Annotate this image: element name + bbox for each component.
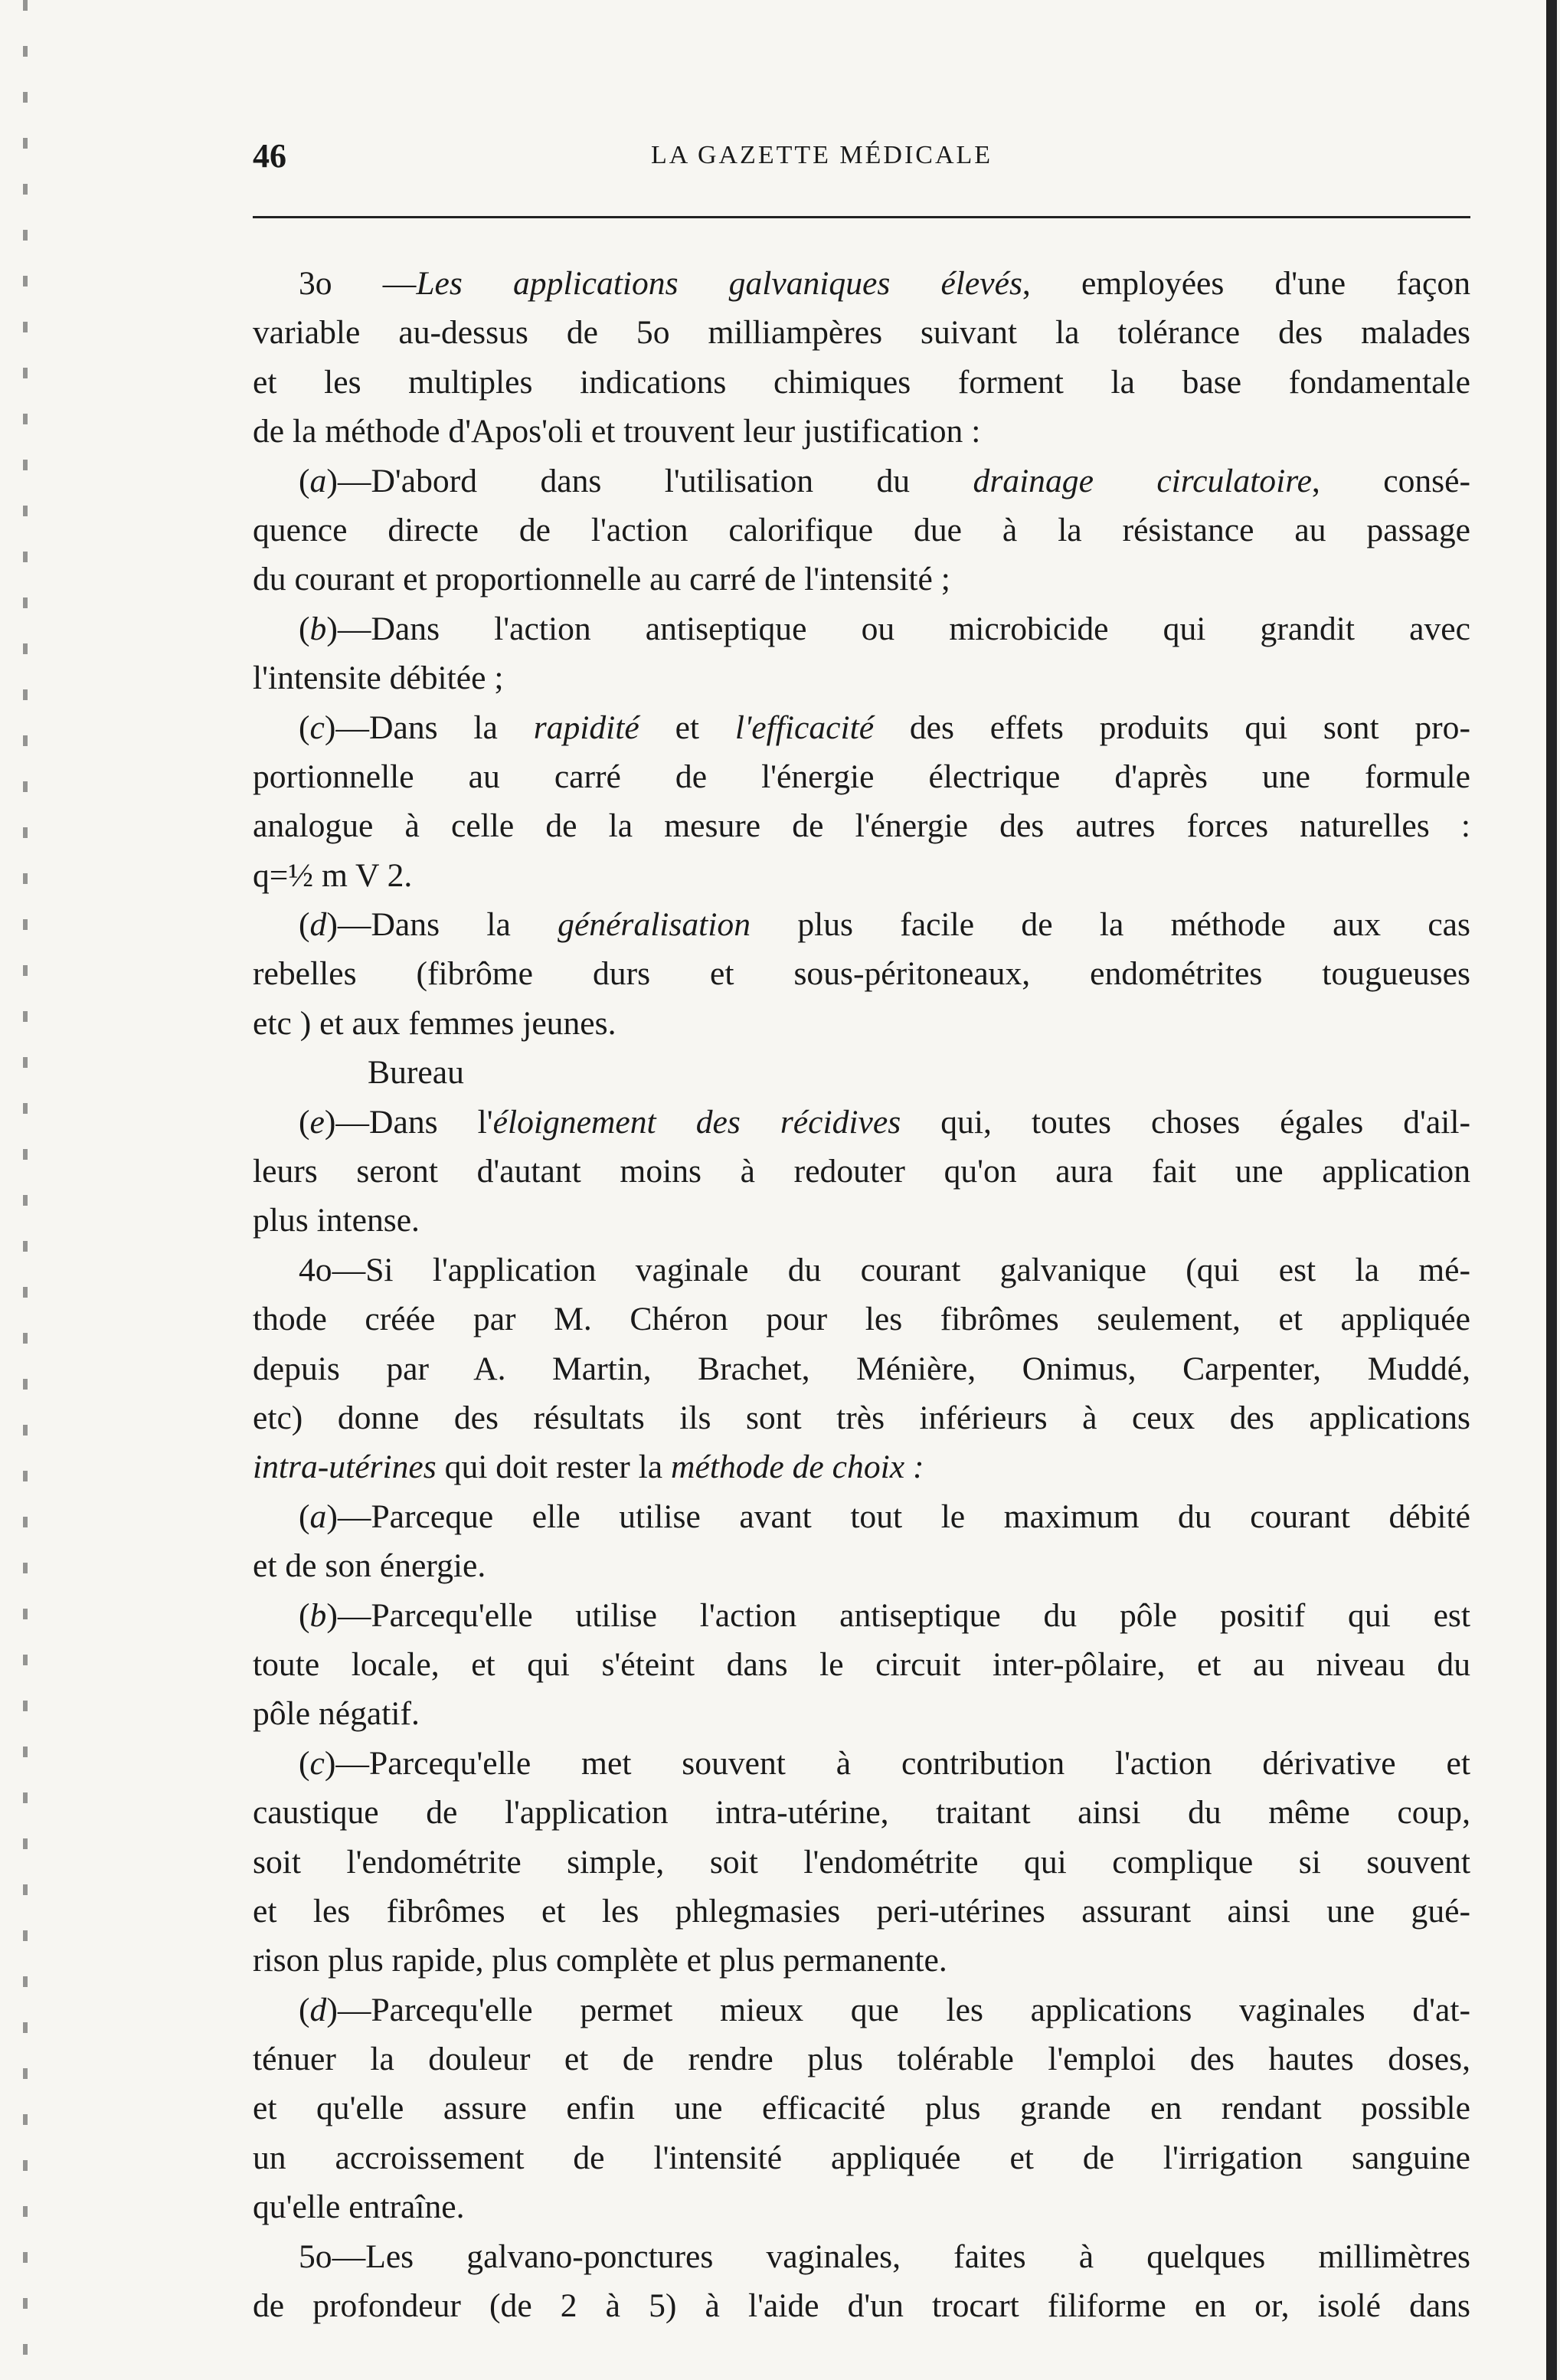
text-line: un accroissement de l'intensité appliquée et de l'irrigation sanguine [253, 2139, 1470, 2176]
text-line: 3o —Les applications galvaniques élevés, employées d'une façon [299, 265, 1470, 302]
text-line: et les fibrômes et les phlegmasies peri-utérines assurant ainsi une gué- [253, 1892, 1470, 1930]
text-line: (e)—Dans l'éloignement des récidives qui, toutes choses égales d'ail- [299, 1103, 1470, 1141]
text-line: pôle négatif. [253, 1695, 420, 1733]
text-line: plus intense. [253, 1202, 420, 1239]
text-line: (a)—D'abord dans l'utilisation du drainage circulatoire, consé- [299, 462, 1470, 499]
text-line: intra-utérines qui doit rester la méthode de choix : [253, 1449, 924, 1486]
header-rule [253, 216, 1470, 218]
text-line: qu'elle entraîne. [253, 2188, 465, 2226]
text-line: thode créée par M. Chéron pour les fibrômes seulement, et appliquée [253, 1301, 1470, 1338]
text-line: (a)—Parceque elle utilise avant tout le maximum du courant débité [299, 1498, 1470, 1535]
text-line: (c)—Parcequ'elle met souvent à contribution l'action dérivative et [299, 1744, 1470, 1782]
text-line: depuis par A. Martin, Brachet, Ménière, Onimus, Carpenter, Muddé, [253, 1350, 1470, 1387]
text-line: quence directe de l'action calorifique due à la résistance au passage [253, 511, 1470, 548]
text-line: et qu'elle assure enfin une efficacité plus grande en rendant possible [253, 2090, 1470, 2127]
right-scan-edge [1546, 0, 1557, 2380]
text-line: de profondeur (de 2 à 5) à l'aide d'un trocart filiforme en or, isolé dans [253, 2287, 1470, 2325]
text-line: et de son énergie. [253, 1547, 486, 1585]
text-line: soit l'endométrite simple, soit l'endométrite qui complique si souvent [253, 1843, 1470, 1881]
text-line: ténuer la douleur et de rendre plus tolérable l'emploi des hautes doses, [253, 2041, 1470, 2078]
text-line: (d)—Parcequ'elle permet mieux que les applications vaginales d'at- [299, 1991, 1470, 2028]
text-line: (b)—Dans l'action antiseptique ou microbicide qui grandit avec [299, 610, 1470, 647]
text-line: de la méthode d'Apos'oli et trouvent leur justification : [253, 413, 981, 450]
text-line: caustique de l'application intra-utérine, traitant ainsi du même coup, [253, 1794, 1470, 1832]
text-line: etc) donne des résultats ils sont très inférieurs à ceux des applications [253, 1399, 1470, 1436]
text-line: rebelles (fibrôme durs et sous-péritoneaux, endométrites tougueuses [253, 955, 1470, 993]
text-line: et les multiples indications chimiques forment la base fondamentale [253, 363, 1470, 401]
text-line: analogue à celle de la mesure de l'énergie des autres forces naturelles : [253, 807, 1470, 845]
text-line: etc ) et aux femmes jeunes. [253, 1004, 616, 1042]
left-scan-edge [23, 0, 28, 2380]
text-line: du courant et proportionnelle au carré de l'intensité ; [253, 561, 950, 598]
text-line: 4o—Si l'application vaginale du courant galvanique (qui est la mé- [299, 1251, 1470, 1288]
formula-line: q=½ m V 2. [253, 856, 413, 894]
text-line: portionnelle au carré de l'énergie électrique d'après une formule [253, 758, 1470, 795]
text-line: rison plus rapide, plus complète et plus permanente. [253, 1942, 947, 1979]
text-line: (c)—Dans la rapidité et l'efficacité des effets produits qui sont pro- [299, 709, 1470, 746]
text-line: 5o—Les galvano-ponctures vaginales, faites à quelques millimètres [299, 2238, 1470, 2275]
text-line: leurs seront d'autant moins à redouter qu'on aura fait une application [253, 1153, 1470, 1190]
page-number: 46 [253, 137, 286, 175]
text-line: toute locale, et qui s'éteint dans le circuit inter-pôlaire, et au niveau du [253, 1645, 1470, 1683]
page-header [253, 136, 1463, 182]
text-line: (b)—Parcequ'elle utilise l'action antiseptique du pôle positif qui est [299, 1596, 1470, 1634]
body-text [253, 259, 1470, 2330]
text-line: Bureau [368, 1054, 464, 1092]
text-line: (d)—Dans la généralisation plus facile de la méthode aux cas [299, 906, 1470, 944]
running-title: LA GAZETTE MÉDICALE [651, 141, 993, 169]
text-line: l'intensite débitée ; [253, 660, 504, 697]
text-line: variable au-dessus de 5o milliampères suivant la tolérance des malades [253, 314, 1470, 352]
